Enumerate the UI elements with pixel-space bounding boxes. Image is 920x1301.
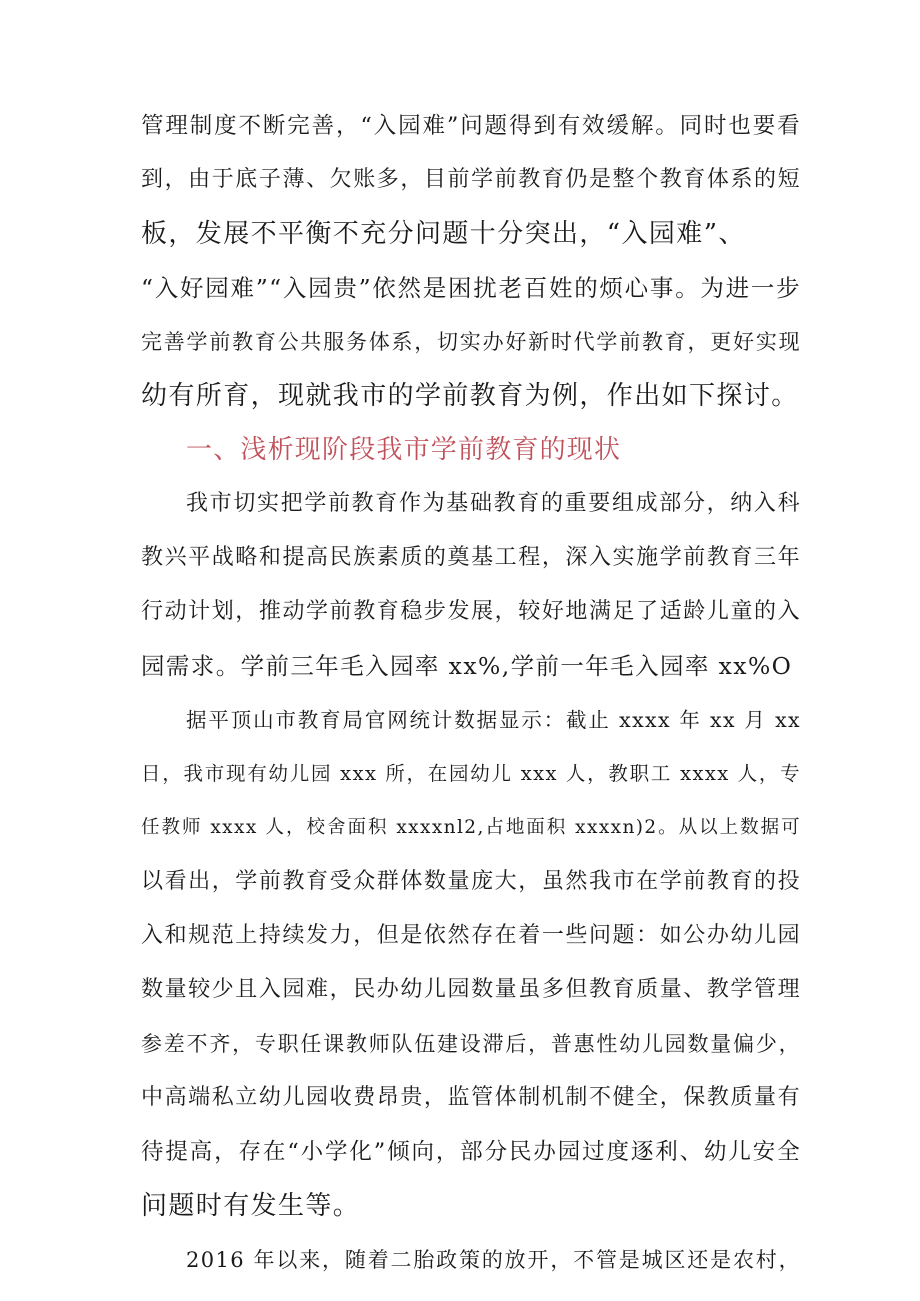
paragraph-line: 2016 年以来，随着二胎政策的放开，不管是城区还是农村， — [186, 1248, 801, 1272]
paragraph-line: 板，发展不平衡不充分问题十分突出，“入园难”、 — [141, 219, 746, 249]
paragraph-line: 据平顶山市教育局官网统计数据显示：截止 xxxx 年 xx 月 xx — [186, 708, 801, 732]
paragraph-line: 园需求。学前三年毛入园率 xx%,学前一年毛入园率 xx%O — [141, 652, 793, 680]
paragraph-line: 完善学前教育公共服务体系，切实办好新时代学前教育，更好实现 — [141, 330, 801, 354]
paragraph-line: 待提高，存在“小学化”倾向，部分民办园过度逐利、幼儿安全 — [141, 1139, 801, 1165]
paragraph-line: 问题时有发生等。 — [141, 1191, 361, 1221]
paragraph-line: 到，由于底子薄、欠账多，目前学前教育仍是整个教育体系的短 — [141, 167, 801, 192]
paragraph-line: 以看出，学前教育受众群体数量庞大，虽然我市在学前教育的投 — [141, 869, 801, 894]
paragraph-line: 教兴平战略和提高民族素质的奠基工程，深入实施学前教育三年 — [141, 545, 801, 570]
section-heading: 一、浅析现阶段我市学前教育的现状 — [186, 435, 622, 465]
paragraph-line: 数量较少且入园难，民办幼儿园数量虽多但教育质量、教学管理 — [141, 977, 801, 1002]
paragraph-line: 入和规范上持续发力，但是依然存在着一些问题：如公办幼儿园 — [141, 923, 801, 948]
paragraph-line: 管理制度不断完善，“入园难”问题得到有效缓解。同时也要看 — [141, 113, 801, 139]
paragraph-line: 任教师 xxxx 人，校舍面积 xxxxnl2,占地面积 xxxxn)2。从以上数据可 — [141, 817, 801, 838]
paragraph-line: 我市切实把学前教育作为基础教育的重要组成部分，纳入科 — [186, 491, 801, 516]
paragraph-line: 日，我市现有幼儿园 xxx 所，在园幼儿 xxx 人，教职工 xxxx 人，专 — [141, 762, 801, 785]
paragraph-line: 幼有所育，现就我市的学前教育为例，作出如下探讨。 — [141, 381, 799, 411]
paragraph-line: 参差不齐，专职任课教师队伍建设滞后，普惠性幼儿园数量偏少， — [141, 1032, 801, 1056]
paragraph-line: 行动计划，推动学前教育稳步发展，较好地满足了适龄儿童的入 — [141, 599, 801, 624]
paragraph-line: “入好园难”“入园贵”依然是困扰老百姓的烦心事。为进一步 — [141, 274, 801, 302]
paragraph-line: 中高端私立幼儿园收费昂贵，监管体制机制不健全，保教质量有 — [141, 1085, 801, 1110]
